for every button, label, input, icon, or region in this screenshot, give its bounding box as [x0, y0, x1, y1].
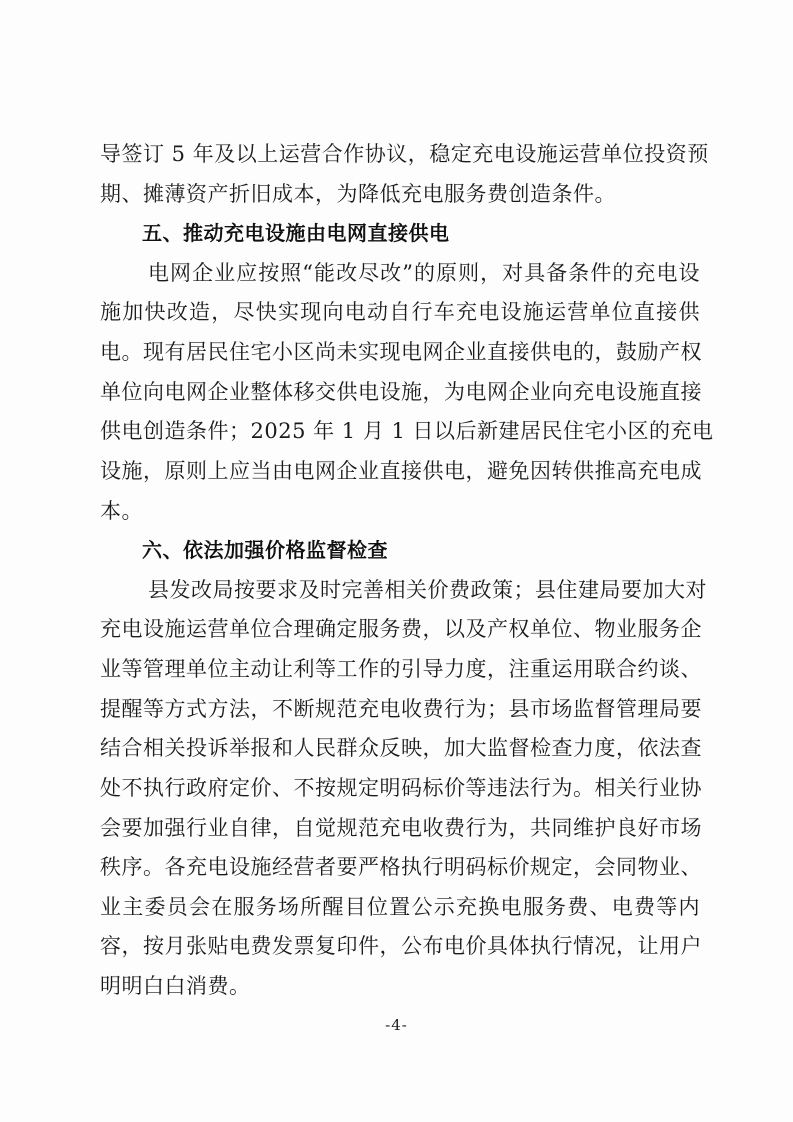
page-number: -4-: [385, 1016, 408, 1034]
paragraph-line: 县发改局按要求及时完善相关价费政策；县住建局要加大对: [148, 578, 707, 602]
paragraph-line: 充电设施运营单位合理确定服务费，以及产权单位、物业服务企: [100, 617, 702, 641]
paragraph-line: 电网企业应按照“能改尽改”的原则，对具备条件的充电设: [148, 261, 700, 285]
paragraph-line: 提醒等方式方法，不断规范充电收费行为；县市场监督管理局要: [100, 697, 702, 721]
paragraph-line: 业等管理单位主动让利等工作的引导力度，注重运用联合约谈、: [100, 657, 702, 681]
paragraph-line: 业主委员会在服务场所醒目位置公示充换电服务费、电费等内: [100, 895, 700, 919]
section-heading-5: 五、推动充电设施由电网直接供电: [142, 221, 450, 245]
paragraph-line: 电。现有居民住宅小区尚未实现电网企业直接供电的，鼓励产权: [100, 340, 702, 364]
paragraph-line: 单位向电网企业整体移交供电设施，为电网企业向充电设施直接: [100, 380, 702, 404]
paragraph-line: 结合相关投诉举报和人民群众反映，加大监督检查力度，依法查: [100, 736, 702, 760]
paragraph-line: 施加快改造，尽快实现向电动自行车充电设施运营单位直接供: [100, 300, 700, 324]
paragraph-line: 处不执行政府定价、不按规定明码标价等违法行为。相关行业协: [100, 776, 702, 800]
section-heading-6: 六、依法加强价格监督检查: [142, 538, 388, 562]
paragraph-line: 本。: [100, 499, 143, 523]
paragraph-line: 秩序。各充电设施经营者要严格执行明码标价规定，会同物业、: [100, 855, 702, 879]
paragraph-line: 会要加强行业自律，自觉规范充电收费行为，共同维护良好市场: [100, 816, 702, 840]
paragraph-line: 容，按月张贴电费发票复印件，公布电价具体执行情况，让用户: [100, 934, 702, 958]
paragraph-line: 明明白白消费。: [100, 974, 251, 998]
paragraph-line: 供电创造条件；2025 年 1 月 1 日以后新建居民住宅小区的充电: [100, 419, 714, 443]
paragraph-line: 设施，原则上应当由电网企业直接供电，避免因转供推高充电成: [100, 459, 702, 483]
paragraph-line: 导签订 5 年及以上运营合作协议，稳定充电设施运营单位投资预: [100, 142, 709, 166]
paragraph-line: 期、摊薄资产折旧成本，为降低充电服务费创造条件。: [100, 182, 616, 206]
